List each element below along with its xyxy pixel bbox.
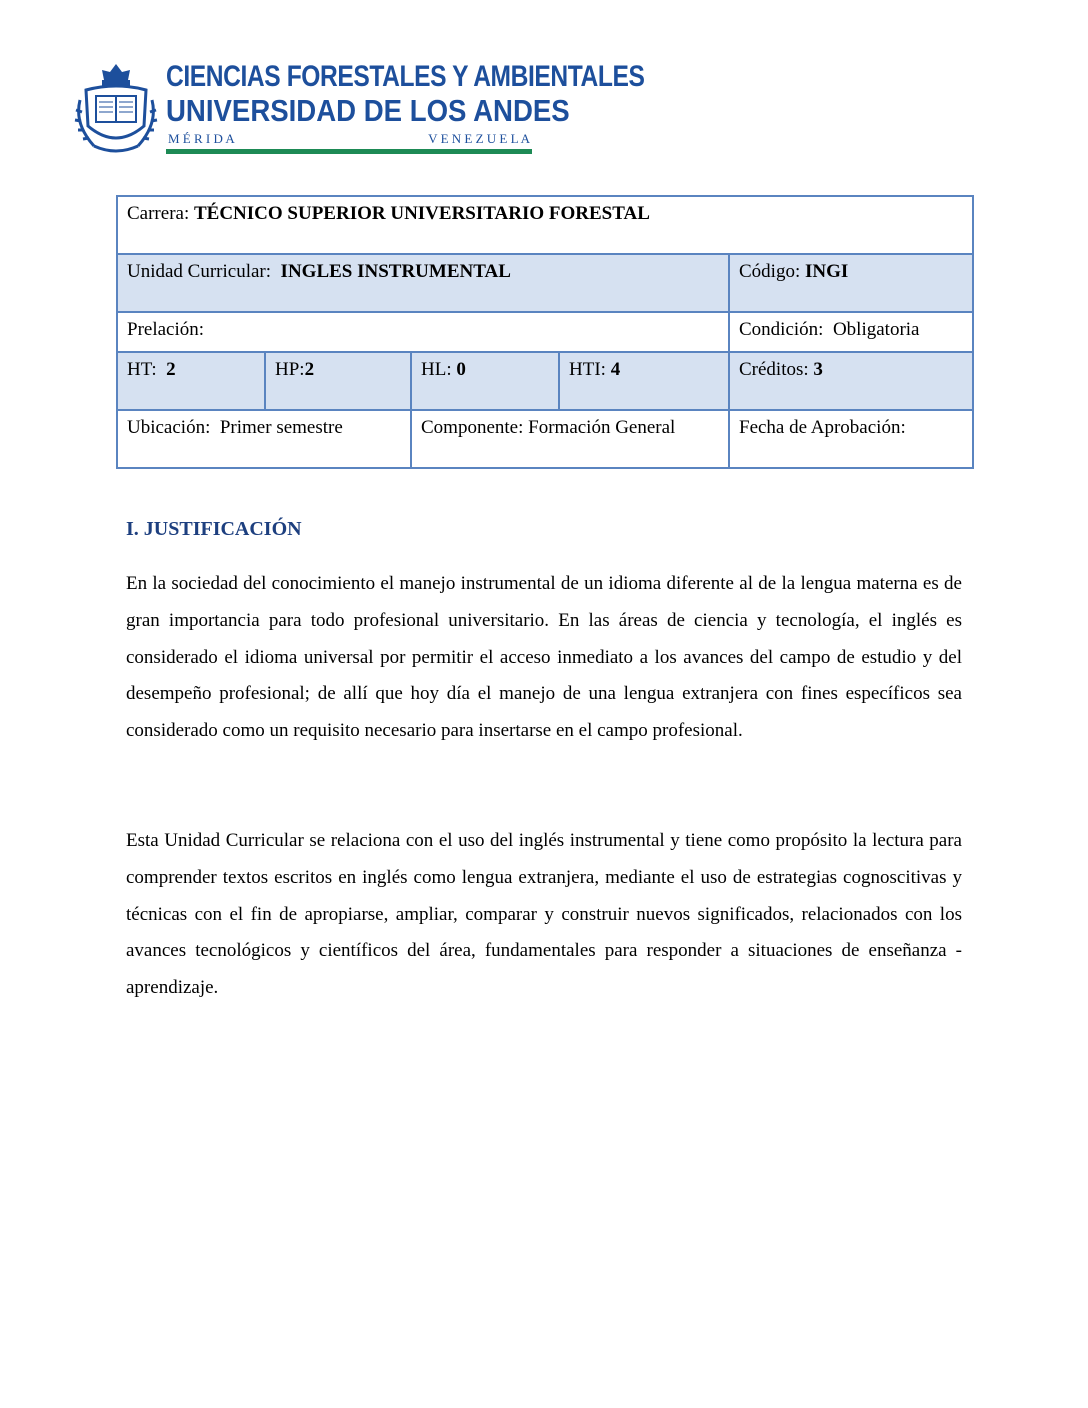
componente-cell <box>411 410 729 468</box>
university-name: UNIVERSIDAD DE LOS ANDES <box>166 93 570 128</box>
prelacion-cell <box>117 312 729 352</box>
creditos-value: 3 <box>813 359 823 380</box>
creditos-cell <box>729 352 973 410</box>
country-name: V E N E Z U E L A <box>428 131 530 146</box>
city-name: M É R I D A <box>168 131 235 146</box>
table-row <box>117 352 973 410</box>
carrera-value: TÉCNICO SUPERIOR UNIVERSITARIO FORESTAL <box>193 203 650 224</box>
unidad-label: Unidad Curricular: <box>127 261 272 282</box>
table-row <box>117 410 973 468</box>
ubicacion-label: Ubicación: <box>127 417 211 438</box>
table-row <box>117 254 973 312</box>
hl-label: HL: <box>421 359 452 380</box>
hl-cell <box>411 352 559 410</box>
hp-value: 2 <box>304 359 315 380</box>
ht-value: 2 <box>166 359 176 380</box>
ubicacion-value: Primer semestre <box>219 417 343 438</box>
carrera-label: Carrera: <box>127 203 190 224</box>
condicion-value: Obligatoria <box>832 319 920 340</box>
fecha-label: Fecha de Aprobación: <box>739 417 906 438</box>
hp-cell <box>265 352 411 410</box>
hp-label: HP: <box>275 359 305 380</box>
hti-value: 4 <box>610 359 621 380</box>
codigo-label: Código: <box>739 261 801 282</box>
document-header <box>72 60 645 160</box>
componente-value: Formación General <box>528 417 676 438</box>
justification-paragraph-1: En la sociedad del conocimiento el manejo instrumental de un idioma diferente al de la lengua materna es de gran importancia para todo profesional universitario. En las áreas de ciencia y tecnología, el inglés es considerado el idioma universal por permitir el acceso inmediato a los avances del campo de estudio y del desempeño profesional; de allí que hoy día el manejo de una lengua extranjera con fines específicos sea considerado como un requisito necesario para insertarse en el campo profesional. <box>126 573 962 742</box>
carrera-cell <box>117 196 973 254</box>
codigo-cell <box>729 254 973 312</box>
hti-cell <box>559 352 729 410</box>
course-info-table <box>116 195 974 469</box>
hl-value: 0 <box>456 359 466 380</box>
prelacion-label: Prelación: <box>127 319 205 340</box>
location-line <box>168 132 530 146</box>
header-rule <box>166 149 532 154</box>
fecha-cell <box>729 410 973 468</box>
condicion-cell <box>729 312 973 352</box>
ht-cell <box>117 352 265 410</box>
table-row <box>117 312 973 352</box>
faculty-name: CIENCIAS FORESTALES Y AMBIENTALES <box>166 60 645 93</box>
justification-paragraph-2: Esta Unidad Curricular se relaciona con el uso del inglés instrumental y tiene como propósito la lectura para comprender textos escritos en inglés como lengua extranjera, mediante el uso de estrategias cognoscitivas y técnicas con el fin de apropiarse, ampliar, comparar y construir nuevos significados, relacionados con los avances tecnológicos y científicos del área, fundamentales para responder a situaciones de enseñanza - aprendizaje. <box>126 830 962 999</box>
table-row <box>117 196 973 254</box>
hti-label: HTI: <box>569 359 606 380</box>
creditos-label: Créditos: <box>739 359 809 380</box>
ht-label: HT: <box>127 359 157 380</box>
codigo-value: INGI <box>804 261 849 282</box>
ubicacion-cell <box>117 410 411 468</box>
componente-label: Componente: <box>421 417 524 438</box>
condicion-label: Condición: <box>739 319 824 340</box>
unidad-value: INGLES INSTRUMENTAL <box>280 261 511 282</box>
section-title: I. JUSTIFICACIÓN <box>126 518 302 540</box>
unidad-cell <box>117 254 729 312</box>
university-seal-logo <box>72 60 160 156</box>
